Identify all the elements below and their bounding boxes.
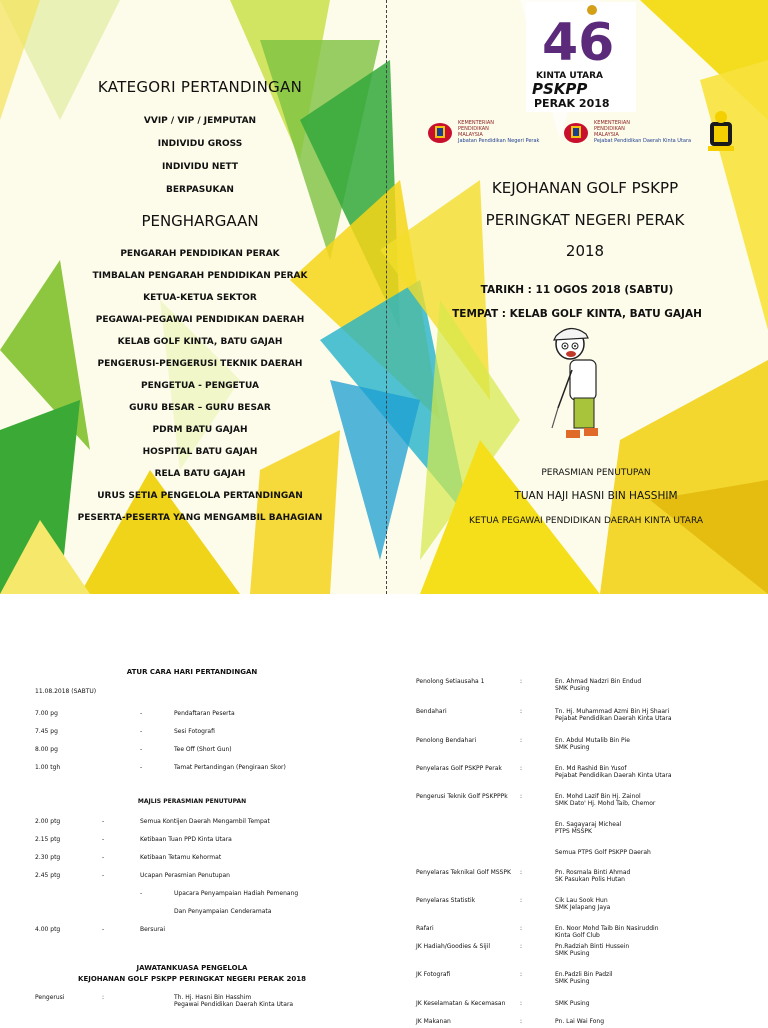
logo-line2: PSKPP bbox=[532, 80, 588, 98]
event-venue: TEMPAT : KELAB GOLF KINTA, BATU GAJAH bbox=[452, 308, 702, 320]
golfer-cartoon-illustration bbox=[548, 320, 610, 448]
category-item: VVIP / VIP / JEMPUTAN bbox=[143, 116, 257, 126]
committee-row: Bendahari : Tn. Hj. Muhammad Azmi Bin Hj Shaari Pejabat Pendidikan Daerah Kinta Utara bbox=[416, 708, 672, 722]
closing-row: 2.45 ptg - Ucapan Perasmian Penutupan bbox=[35, 872, 230, 879]
award-title: PENGHARGAAN bbox=[141, 212, 259, 230]
committee-row: Penolong Setiausaha 1 : En. Ahmad Nadzri Bin Endud SMK Pusing bbox=[416, 678, 642, 692]
event-title-line2: PERINGKAT NEGERI PERAK bbox=[485, 211, 685, 229]
award-item: PENGETUA - PENGETUA bbox=[141, 381, 259, 391]
right-panel bbox=[386, 0, 768, 594]
left-panel bbox=[0, 0, 386, 594]
award-item: PENGERUSI-PENGERUSI TEKNIK DAERAH bbox=[97, 359, 303, 369]
committee-row: Penolong Bendahari : En. Abdul Mutalib Bin Pie SMK Pusing bbox=[416, 737, 630, 751]
closing-title: PERASMIAN PENUTUPAN bbox=[541, 468, 651, 478]
committee-row: Pengerusi Teknik Golf PSKPPPk : En. Mohd Lazif Bin Hj. Zainol SMK Dato' Hj. Mohd Taib, Chemor bbox=[416, 793, 656, 807]
category-list bbox=[0, 110, 400, 202]
schedule-row: 7.00 pg - Pendaftaran Peserta bbox=[35, 710, 235, 717]
schedule-row: 1.00 tgh - Tamat Pertandingan (Pengiraan Skor) bbox=[35, 764, 286, 771]
closing-sub-row: - Upacara Penyampaian Hadiah Pemenang bbox=[140, 890, 299, 897]
event-date: TARIKH : 11 OGOS 2018 (SABTU) bbox=[480, 284, 674, 296]
committee-row: Penyelaras Statistik : Cik Lau Sook Hun SMK Jelapang Jaya bbox=[416, 897, 611, 911]
committee-row: JK Makanan : Pn. Lai Wai Fong bbox=[416, 1018, 605, 1025]
logo-number: 46 bbox=[542, 13, 615, 73]
programme-title: ATUR CARA HARI PERTANDINGAN bbox=[126, 668, 258, 676]
committee-title: JAWATANKUASA PENGELOLA bbox=[136, 964, 248, 972]
category-item: INDIVIDU GROSS bbox=[157, 139, 243, 149]
event-logo bbox=[526, 2, 636, 112]
award-item: KETUA-KETUA SEKTOR bbox=[143, 293, 257, 303]
logo-line3: PERAK 2018 bbox=[534, 97, 610, 110]
award-item: HOSPITAL BATU GAJAH bbox=[142, 447, 258, 457]
category-title: KATEGORI PERTANDINGAN bbox=[97, 78, 303, 96]
category-item: BERPASUKAN bbox=[166, 185, 234, 195]
committee-row: En. Sagayaraj Micheal PTPS MSSPK bbox=[555, 821, 622, 835]
closing-row: 2.00 ptg - Semua Kontijen Daerah Mengambil Tempat bbox=[35, 818, 270, 825]
closing-sub-row: Dan Penyampaian Cenderamata bbox=[174, 908, 272, 915]
closing-officiator: TUAN HAJI HASNI BIN HASSHIM bbox=[514, 490, 678, 502]
schedule-row: 7.45 pg - Sesi Fotografi bbox=[35, 728, 215, 735]
closing-row: 4.00 ptg - Bersurai bbox=[35, 926, 166, 933]
award-item: RELA BATU GAJAH bbox=[154, 469, 246, 479]
committee-row: Rafari : En. Noor Mohd Taib Bin Nasiruddin Kinta Golf Club bbox=[416, 925, 659, 939]
award-item: PDRM BATU GAJAH bbox=[152, 425, 248, 435]
event-title-line1: KEJOHANAN GOLF PSKPP bbox=[491, 179, 679, 197]
award-item: PESERTA-PESERTA YANG MENGAMBIL BAHAGIAN bbox=[77, 513, 323, 523]
closing-row: 2.30 ptg - Ketibaan Tetamu Kehormat bbox=[35, 854, 222, 861]
schedule-row: 8.00 pg - Tee Off (Short Gun) bbox=[35, 746, 232, 753]
committee-section bbox=[384, 620, 768, 1024]
perak-crest-icon bbox=[706, 110, 736, 154]
award-item: PENGARAH PENDIDIKAN PERAK bbox=[120, 249, 280, 259]
award-item: TIMBALAN PENGARAH PENDIDIKAN PERAK bbox=[92, 271, 308, 281]
committee-row: Penyelaras Golf PSKPP Perak : En. Md Rashid Bin Yusof Pejabat Pendidikan Daerah Kinta Utara bbox=[416, 765, 672, 779]
kpm-label-right: KEMENTERIAN PENDIDIKAN MALAYSIA Pejabat Pendidikan Daerah Kinta Utara bbox=[594, 120, 692, 144]
closing-row: 2.15 ptg - Ketibaan Tuan PPD Kinta Utara bbox=[35, 836, 232, 843]
committee-chair-row: Pengerusi : Th. Hj. Hasni Bin Hasshim Pegawai Pendidikan Daerah Kinta Utara bbox=[35, 994, 294, 1008]
committee-row: JK Keselamatan & Kecemasan : SMK Pusing bbox=[416, 1000, 590, 1007]
committee-row: JK Hadiah/Goodies & Sijil : Pn.Radziah Binti Hussein SMK Pusing bbox=[416, 943, 630, 957]
jata-negara-crest-right bbox=[562, 120, 590, 146]
closing-ceremony-title: MAJLIS PERASMIAN PENUTUPAN bbox=[137, 798, 247, 805]
logo-line1: KINTA UTARA bbox=[536, 71, 604, 81]
committee-subtitle: KEJOHANAN GOLF PSKPP PERINGKAT NEGERI PERAK 2018 bbox=[78, 975, 306, 983]
committee-row: Penyelaras Teknikal Golf MSSPK : Pn. Rosmala Binti Ahmad SK Pasukan Polis Hutan bbox=[416, 869, 631, 883]
kpm-label-left: KEMENTERIAN PENDIDIKAN MALAYSIA Jabatan Pendidikan Negeri Perak bbox=[458, 120, 540, 144]
committee-row: Semua PTPS Golf PSKPP Daerah bbox=[555, 849, 651, 856]
award-item: URUS SETIA PENGELOLA PERTANDINGAN bbox=[97, 491, 303, 501]
jata-negara-crest-left bbox=[426, 120, 454, 146]
award-item: KELAB GOLF KINTA, BATU GAJAH bbox=[117, 337, 283, 347]
logo-46-graphic bbox=[526, 2, 636, 112]
award-list bbox=[0, 243, 400, 529]
committee-row: JK Fotografi : En.Padzli Bin Padzil SMK Pusing bbox=[416, 971, 613, 985]
award-item: GURU BESAR – GURU BESAR bbox=[129, 403, 271, 413]
programme-section bbox=[0, 620, 384, 1024]
programme-date: 11.08.2018 (SABTU) bbox=[35, 688, 97, 695]
closing-officiator-role: KETUA PEGAWAI PENDIDIKAN DAERAH KINTA UTARA bbox=[468, 516, 703, 526]
event-title-year: 2018 bbox=[565, 242, 605, 260]
award-item: PEGAWAI-PEGAWAI PENDIDIKAN DAERAH bbox=[95, 315, 305, 325]
category-item: INDIVIDU NETT bbox=[161, 162, 239, 172]
